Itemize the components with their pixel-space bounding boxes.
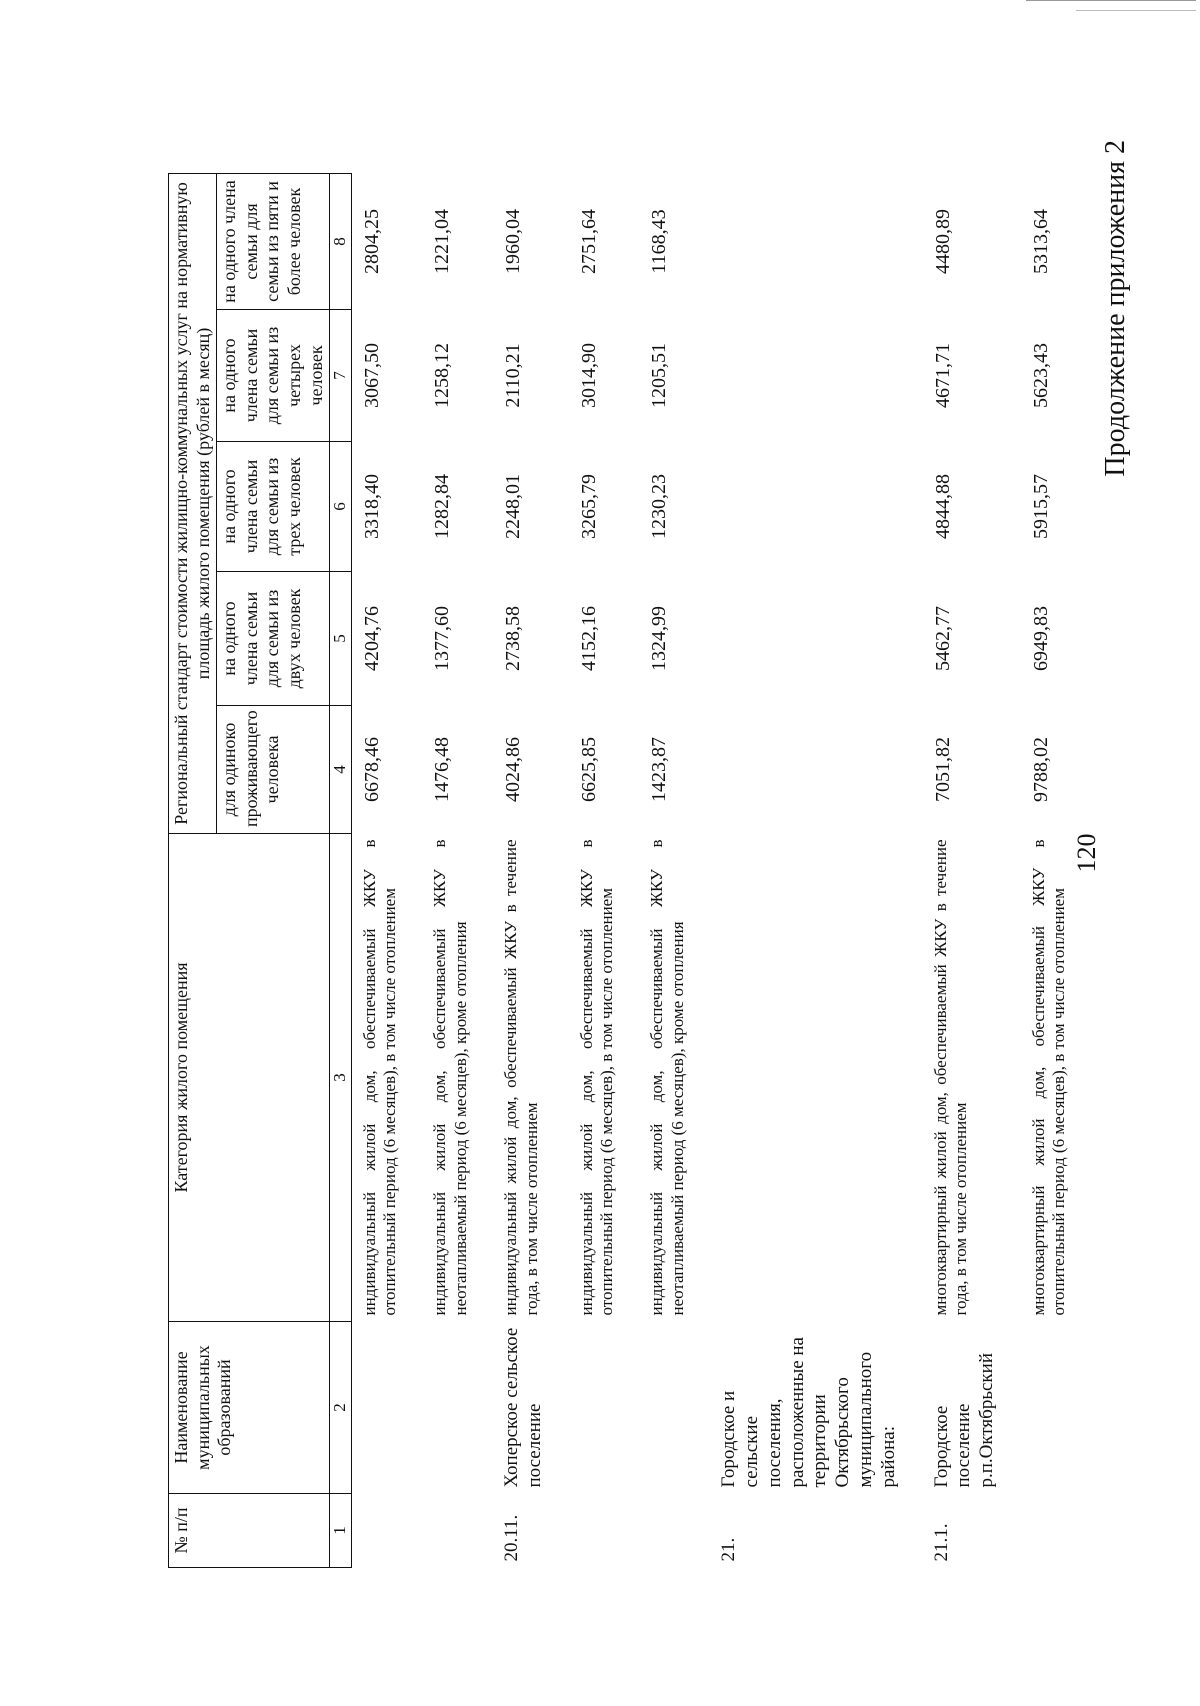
row-index	[639, 1494, 710, 1568]
row-value: 2248,01	[502, 474, 525, 539]
row-municipality	[422, 1322, 493, 1494]
row-value: 6949,83	[1030, 606, 1053, 671]
table-row	[1021, 173, 1092, 1567]
row-value: 1423,87	[648, 737, 671, 802]
header-single: для одиноко проживающего человека	[217, 706, 330, 834]
header-category: Категория жилого помещения	[169, 834, 330, 1322]
row-index	[1021, 1494, 1092, 1568]
header-five: на одного члена семьи для семьи из пяти и более человек	[217, 173, 330, 309]
row-value: 1230,23	[648, 474, 671, 539]
row-index	[569, 1494, 640, 1568]
header-municipality: Наименование муниципальных образований	[169, 1322, 330, 1494]
header-standard-group: Региональный стандарт стоимости жилищно-коммунальных услуг на нормативную площадь жилого помещения (рублей в месяц)	[169, 173, 217, 833]
row-category: индивидуальный жилой дом, обеспечиваемый ЖКУ в отопительный период (6 месяцев), в том числе отоплением	[359, 839, 399, 1316]
header-number: № п/п	[169, 1494, 330, 1568]
row-value: 1221,04	[431, 208, 454, 274]
row-value: 2751,64	[577, 208, 600, 274]
row-index: 21.1.	[930, 1523, 952, 1562]
table-row	[422, 173, 493, 1567]
row-municipality: Городское и сельские поселения, расположенные на территории Октябрьского муниципального района:	[718, 1337, 899, 1488]
header-three: на одного члена семьи для семьи из трех человек	[217, 442, 330, 572]
row-value: 1377,60	[431, 606, 454, 671]
column-number: 3	[330, 834, 351, 1322]
row-municipality	[639, 1322, 710, 1494]
row-value: 1282,84	[431, 474, 454, 539]
row-category: индивидуальный жилой дом, обеспечиваемый ЖКУ в неотапливаемый период (6 месяцев), кроме отопления	[647, 839, 687, 1316]
page-number: 120	[1072, 833, 1101, 873]
row-value: 1324,99	[648, 606, 671, 671]
row-value: 3014,90	[577, 343, 600, 408]
row-index	[351, 1494, 422, 1568]
header-two: на одного члена семьи для семьи из двух человек	[217, 572, 330, 706]
row-value: 7051,82	[931, 737, 954, 802]
row-value	[710, 706, 922, 834]
row-value: 5313,64	[1030, 208, 1053, 274]
table-row	[923, 173, 1021, 1567]
column-number: 5	[330, 572, 351, 706]
table-row	[569, 173, 640, 1567]
row-value	[710, 310, 922, 442]
row-value: 1205,51	[648, 343, 671, 408]
row-municipality: Городское поселение р.п.Октябрьский	[930, 1353, 998, 1488]
row-value: 2738,58	[502, 606, 525, 671]
row-value: 2804,25	[360, 208, 383, 274]
row-value: 3318,40	[360, 474, 383, 539]
table-body	[351, 173, 1092, 1567]
header-four: на одного члена семьи для семьи из четырех человек	[217, 310, 330, 442]
row-value: 6678,46	[360, 737, 383, 802]
row-value: 3265,79	[577, 474, 600, 539]
column-number: 7	[330, 310, 351, 442]
row-category: многоквартирный жилой дом, обеспечиваемый ЖКУ в течение года, в том числе отоплением	[930, 839, 971, 1316]
column-number: 4	[330, 706, 351, 834]
row-value: 5915,57	[1030, 474, 1053, 539]
row-value: 3067,50	[360, 343, 383, 408]
row-category: многоквартирный жилой дом, обеспечиваемый ЖКУ в отопительный период (6 месяцев), в том числе отоплением	[1029, 839, 1069, 1316]
row-value: 2110,21	[502, 343, 525, 408]
row-index: 20.11.	[501, 1514, 523, 1562]
column-number: 6	[330, 442, 351, 572]
table-row	[639, 173, 710, 1567]
row-value: 4480,89	[931, 208, 954, 274]
row-value: 1258,12	[431, 343, 454, 408]
row-value	[710, 442, 922, 572]
row-value: 4024,86	[502, 737, 525, 802]
row-municipality	[569, 1322, 640, 1494]
continuation-title: Продолжение приложения 2	[1100, 140, 1131, 477]
row-index: 21.	[718, 1537, 740, 1562]
column-number: 1	[330, 1494, 351, 1568]
column-number: 8	[330, 173, 351, 309]
row-value: 1960,04	[502, 208, 525, 274]
row-value: 9788,02	[1030, 737, 1053, 802]
row-municipality	[1021, 1322, 1092, 1494]
row-value: 6625,85	[577, 737, 600, 802]
table-row	[710, 173, 922, 1567]
row-municipality: Хоперское сельское поселение	[501, 1327, 545, 1488]
row-index	[422, 1494, 493, 1568]
row-value: 4152,16	[577, 606, 600, 671]
row-category: индивидуальный жилой дом, обеспечиваемый ЖКУ в отопительный период (6 месяцев), в том числе отоплением	[576, 839, 617, 1316]
row-value	[710, 173, 922, 309]
standards-table	[168, 173, 1092, 1568]
row-value: 4844,88	[931, 474, 954, 539]
row-category: индивидуальный жилой дом, обеспечиваемый ЖКУ в течение года, в том числе отоплением	[501, 839, 541, 1316]
row-value: 1168,43	[648, 209, 671, 274]
row-value: 5462,77	[931, 606, 954, 671]
row-value: 4671,71	[931, 343, 954, 408]
table-row	[493, 173, 569, 1567]
row-category	[710, 834, 922, 1322]
row-value: 5623,43	[1030, 343, 1053, 408]
row-category: индивидуальный жилой дом, обеспечиваемый ЖКУ в неотапливаемый период (6 месяцев), кроме отопления	[430, 839, 470, 1316]
row-value: 4204,76	[360, 606, 383, 671]
row-value	[710, 572, 922, 706]
column-number: 2	[330, 1322, 351, 1494]
row-value: 1476,48	[431, 737, 454, 802]
table-row	[351, 173, 422, 1567]
row-municipality	[351, 1322, 422, 1494]
